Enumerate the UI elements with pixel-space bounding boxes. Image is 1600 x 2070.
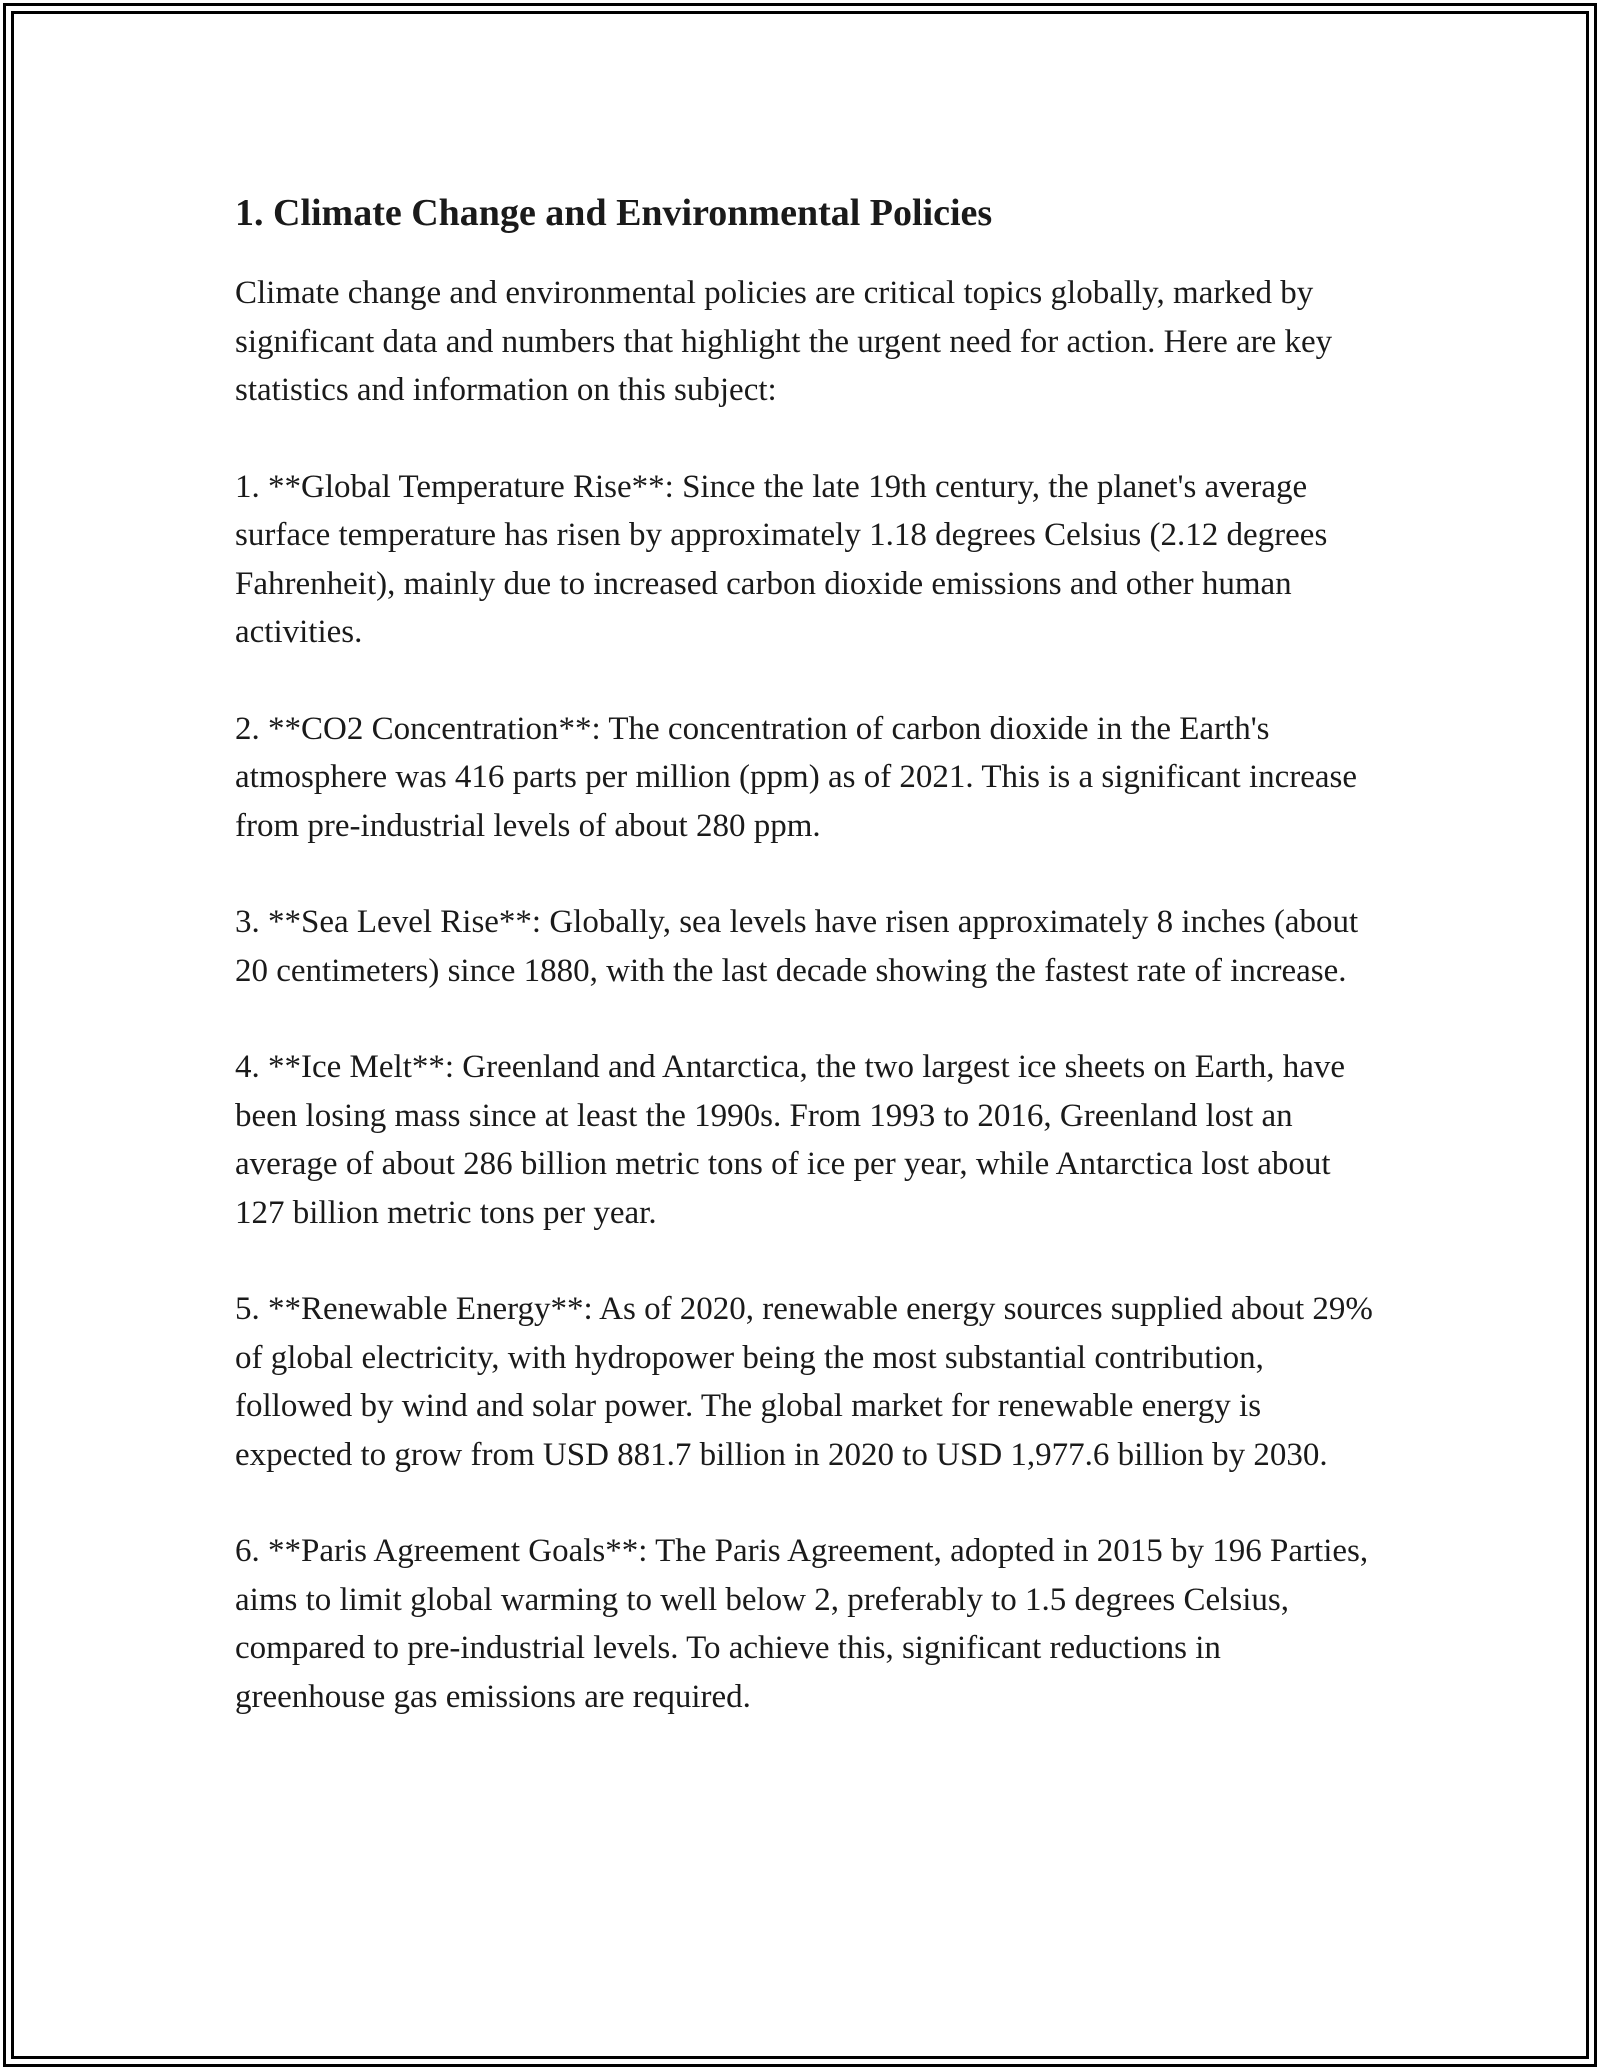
intro-paragraph: Climate change and environmental policies are critical topics globally, marked by significant data and numbers that highlight the urgent need for action. Here are key statistics and information on this subject: [235,275,1333,408]
document-body [235,185,1375,1769]
list-item-temperature-rise: 1. **Global Temperature Rise**: Since the late 19th century, the planet's average surface temperature has risen by approximately 1.18 degrees Celsius (2.12 degrees Fahrenheit), mainly due to increased carbon dioxide emissions and other human activities. [235,468,1328,650]
section-heading: 1. Climate Change and Environmental Policies [235,192,993,234]
list-item-renewable-energy: 5. **Renewable Energy**: As of 2020, renewable energy sources supplied about 29% of global electricity, with hydropower being the most substantial contribution, followed by wind and solar power. The global market for renewable energy is expected to grow from USD 881.7 billion in 2020 to USD 1,977.6 billion by 2030. [235,1291,1373,1473]
list-item-co2-concentration: 2. **CO2 Concentration**: The concentration of carbon dioxide in the Earth's atmosphere was 416 parts per million (ppm) as of 2021. This is a significant increase from pre-industrial levels of about 280 ppm. [235,710,1358,844]
list-item-ice-melt: 4. **Ice Melt**: Greenland and Antarctica, the two largest ice sheets on Earth, have been losing mass since at least the 1990s. From 1993 to 2016, Greenland lost an average of about 286 billion metric tons of ice per year, while Antarctica lost about 127 billion metric tons per year. [235,1049,1345,1231]
list-item-sea-level-rise: 3. **Sea Level Rise**: Globally, sea levels have risen approximately 8 inches (about 20 centimeters) since 1880, with the last decade showing the fastest rate of increase. [235,904,1359,989]
list-item-paris-agreement: 6. **Paris Agreement Goals**: The Paris Agreement, adopted in 2015 by 196 Parties, aims to limit global warming to well below 2, preferably to 1.5 degrees Celsius, compared to pre-industrial levels. To achieve this, significant reductions in greenhouse gas emissions are required. [235,1533,1369,1715]
